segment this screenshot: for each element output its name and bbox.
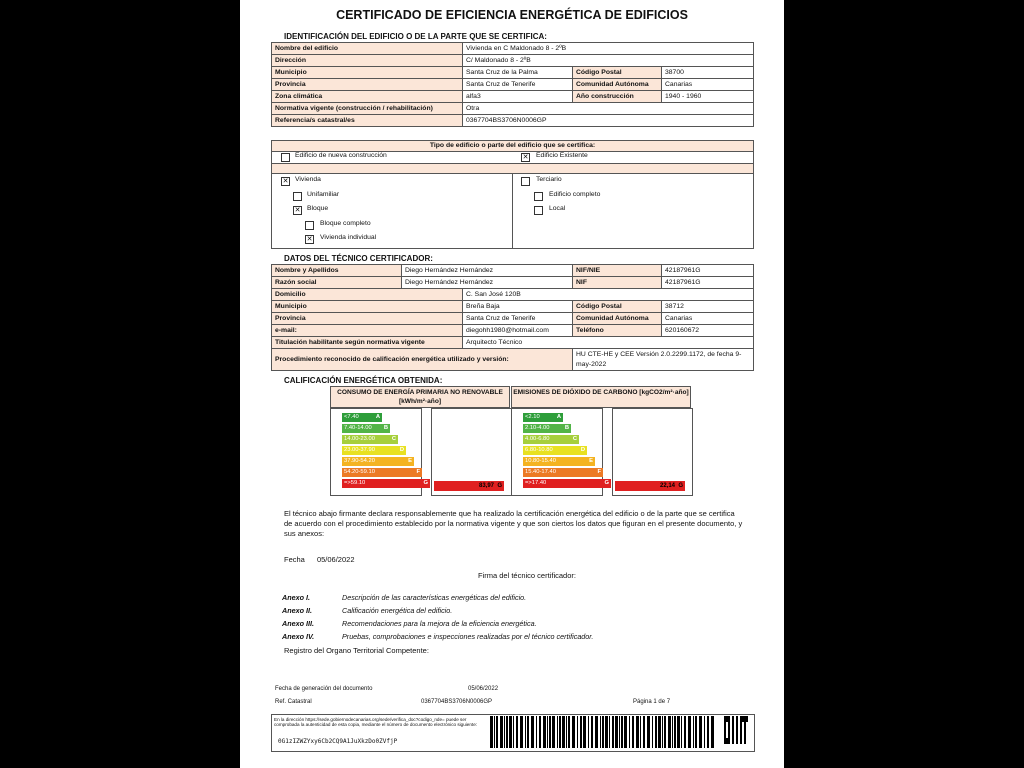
- barcode: [490, 716, 716, 748]
- value: 38700: [662, 67, 754, 79]
- scale-range-label: =>59.10: [344, 480, 366, 486]
- fecha-generacion-value: 05/06/2022: [468, 686, 499, 692]
- label: Código Postal: [573, 301, 662, 313]
- scale-row-e: [342, 457, 414, 466]
- scale-row-d: [342, 446, 406, 455]
- label: Código Postal: [573, 67, 662, 79]
- value: alfa3: [463, 91, 573, 103]
- scale-row-f: [523, 468, 603, 477]
- document-title: CERTIFICADO DE EFICIENCIA ENERGÉTICA DE EDIFICIOS: [336, 8, 688, 22]
- scale-letter: B: [564, 425, 569, 431]
- scale-range-label: 7.40-14.00: [344, 425, 372, 431]
- scale-row-a: [523, 413, 563, 422]
- terciario-checkbox[interactable]: [521, 177, 530, 186]
- unifamiliar-checkbox[interactable]: [293, 192, 302, 201]
- scale-row-b: [523, 424, 571, 433]
- fecha-label: Fecha: [284, 555, 305, 564]
- anexo-key: Anexo II.: [282, 606, 312, 615]
- value: Vivienda en C Maldonado 8 - 2ºB: [463, 43, 754, 55]
- label: Municipio: [272, 67, 463, 79]
- consumo-value-arrow: [434, 481, 504, 491]
- anexo-key: Anexo III.: [282, 619, 314, 628]
- scale-row-g: [523, 479, 611, 488]
- value: C. San José 120B: [463, 289, 754, 301]
- scale-letter: D: [399, 447, 404, 453]
- scale-range-label: =>17.40: [525, 480, 547, 486]
- identificacion-table: [271, 42, 754, 127]
- scale-row-a: [342, 413, 382, 422]
- value: Santa Cruz de Tenerife: [463, 313, 573, 325]
- label: Zona climática: [272, 91, 463, 103]
- scale-row-g: [342, 479, 430, 488]
- vivienda-individual-label: Vivienda individual: [320, 234, 377, 241]
- scale-range-label: <7.40: [344, 414, 359, 420]
- scale-letter: C: [391, 436, 396, 442]
- emisiones-title: EMISIONES DE DIÓXIDO DE CARBONO [kgCO2/m²·año]: [511, 386, 691, 408]
- value: 620160672: [662, 325, 754, 337]
- verification-code: 0G1zIZWZYxy6Cb2CQ9A1JuXkzDo0ZVfjP: [278, 738, 398, 745]
- local-label: Local: [549, 205, 566, 212]
- value: Diego Hernández Hernández: [402, 265, 573, 277]
- anexo-key: Anexo IV.: [282, 632, 315, 641]
- value: 38712: [662, 301, 754, 313]
- anexo-desc: Pruebas, comprobaciones e inspecciones realizadas por el técnico certificador.: [342, 632, 594, 641]
- value: Arquitecto Técnico: [463, 337, 754, 349]
- scale-letter: E: [408, 458, 412, 464]
- label: Titulación habilitante según normativa vigente: [272, 337, 463, 349]
- consumo-letter: G: [497, 483, 502, 489]
- value: Canarias: [662, 313, 754, 325]
- scale-letter: G: [423, 480, 428, 486]
- label: Razón social: [272, 277, 402, 289]
- qr-code[interactable]: [724, 716, 748, 744]
- anexo-desc: Recomendaciones para la mejora de la eficiencia energética.: [342, 619, 537, 628]
- label: NIF: [573, 277, 662, 289]
- edificio-completo-checkbox[interactable]: [534, 192, 543, 201]
- ref-catastral-label: Ref. Catastral: [275, 699, 312, 705]
- vivienda-label: Vivienda: [295, 176, 321, 183]
- scale-row-d: [523, 446, 587, 455]
- value: Santa Cruz de la Palma: [463, 67, 573, 79]
- value: 1940 - 1960: [662, 91, 754, 103]
- label: Nombre y Apellidos: [272, 265, 402, 277]
- scale-range-label: 23.00-37.90: [344, 447, 375, 453]
- scale-range-label: 2.10-4.00: [525, 425, 550, 431]
- registro-label: Registro del Organo Territorial Competente:: [284, 646, 429, 655]
- bloque-label: Bloque: [307, 205, 329, 212]
- scale-letter: A: [375, 414, 380, 420]
- section-tecnico-heading: DATOS DEL TÉCNICO CERTIFICADOR:: [284, 254, 433, 263]
- certificate-page: [240, 0, 784, 768]
- scale-range-label: <2.10: [525, 414, 540, 420]
- scale-row-c: [342, 435, 398, 444]
- scale-range-label: 6.80-10.80: [525, 447, 553, 453]
- consumo-title: CONSUMO DE ENERGÍA PRIMARIA NO RENOVABLE [kWh/m²·año]: [330, 386, 510, 408]
- value: Breña Baja: [463, 301, 573, 313]
- scale-row-f: [342, 468, 422, 477]
- scale-letter: D: [580, 447, 585, 453]
- pagina-indicator: Página 1 de 7: [633, 699, 671, 705]
- fecha-value: 05/06/2022: [316, 555, 355, 564]
- fecha-generacion-label: Fecha de generación del documento: [275, 686, 373, 692]
- bloque-checkbox[interactable]: ✕: [294, 207, 301, 214]
- anexo-item: [282, 593, 526, 602]
- anexo-desc: Descripción de las características energéticas del edificio.: [342, 593, 527, 602]
- label: Provincia: [272, 313, 463, 325]
- anexo-item: [282, 632, 593, 641]
- vivienda-checkbox[interactable]: ✕: [282, 178, 289, 185]
- value: Canarias: [662, 79, 754, 91]
- nueva-construccion-checkbox[interactable]: [281, 153, 290, 162]
- scale-letter: G: [604, 480, 609, 486]
- value: 42187961G: [662, 277, 754, 289]
- value: Otra: [463, 103, 754, 115]
- section-calificacion-heading: CALIFICACIÓN ENERGÉTICA OBTENIDA:: [284, 376, 443, 385]
- unifamiliar-label: Unifamiliar: [307, 191, 340, 198]
- value: 0367704BS3706N0006GP: [463, 115, 754, 127]
- label: Año construcción: [573, 91, 662, 103]
- vivienda-individual-checkbox[interactable]: ✕: [306, 236, 313, 243]
- fecha-row: [284, 555, 355, 565]
- value: Santa Cruz de Tenerife: [463, 79, 573, 91]
- emisiones-letter: G: [678, 483, 683, 489]
- firma-label: Firma del técnico certificador:: [478, 571, 576, 580]
- local-checkbox[interactable]: [534, 206, 543, 215]
- label: Dirección: [272, 55, 463, 67]
- nueva-construccion-label: Edificio de nueva construcción: [295, 152, 387, 159]
- scale-letter: F: [597, 469, 601, 475]
- tipo-heading: Tipo de edificio o parte del edificio que se certifica:: [271, 140, 754, 152]
- scale-range-label: 15.40-17.40: [525, 469, 556, 475]
- label: Comunidad Autónoma: [573, 79, 662, 91]
- edificio-existente-label: Edificio Existente: [536, 152, 588, 159]
- anexo-item: [282, 606, 452, 615]
- value: Diego Hernández Hernández: [402, 277, 573, 289]
- label: Teléfono: [573, 325, 662, 337]
- scale-letter: A: [556, 414, 561, 420]
- label: Municipio: [272, 301, 463, 313]
- value: HU CTE-HE y CEE Versión 2.0.2299.1172, de fecha 9-may-2022: [573, 349, 754, 371]
- bloque-completo-label: Bloque completo: [320, 220, 371, 227]
- terciario-label: Terciario: [536, 176, 562, 183]
- scale-row-c: [523, 435, 579, 444]
- tecnico-table: [271, 264, 754, 371]
- scale-letter: E: [589, 458, 593, 464]
- scale-range-label: 54.20-59.10: [344, 469, 375, 475]
- value: diegohh1980@hotmail.com: [463, 325, 573, 337]
- scale-letter: B: [383, 425, 388, 431]
- scale-row-b: [342, 424, 390, 433]
- edificio-existente-checkbox[interactable]: ✕: [522, 154, 529, 161]
- label: Nombre del edificio: [272, 43, 463, 55]
- label: e-mail:: [272, 325, 463, 337]
- emisiones-value: 22,14: [659, 483, 675, 489]
- value: C/ Maldonado 8 - 2ºB: [463, 55, 754, 67]
- scale-letter: F: [416, 469, 420, 475]
- scale-letter: C: [572, 436, 577, 442]
- declaracion-text: El técnico abajo firmante declara responsablemente que ha realizado la certificación energética del edificio o de la parte que se certifica de acuerdo con el procedimiento establecido por la normativa vigente y que son ciertos los datos que figuran en el presente documento, y sus anexos:: [284, 509, 743, 538]
- ref-catastral-value: 0367704BS3706N0006GP: [421, 699, 493, 705]
- edificio-completo-label: Edificio completo: [549, 191, 601, 198]
- anexo-key: Anexo I.: [282, 593, 310, 602]
- label: Procedimiento reconocido de calificación energética utilizado y versión:: [272, 349, 573, 371]
- value: 42187961G: [662, 265, 754, 277]
- section-identificacion-heading: IDENTIFICACIÓN DEL EDIFICIO O DE LA PARTE QUE SE CERTIFICA:: [284, 32, 547, 41]
- anexo-desc: Calificación energética del edificio.: [342, 606, 453, 615]
- scale-range-label: 37.90-54.20: [344, 458, 375, 464]
- scale-range-label: 14.00-23.00: [344, 436, 375, 442]
- consumo-value: 83,97: [478, 483, 494, 489]
- emisiones-value-arrow: [615, 481, 685, 491]
- scale-row-e: [523, 457, 595, 466]
- bloque-completo-checkbox[interactable]: [305, 221, 314, 230]
- label: NIF/NIE: [573, 265, 662, 277]
- scale-range-label: 10.80-15.40: [525, 458, 556, 464]
- label: Referencia/s catastral/es: [272, 115, 463, 127]
- label: Normativa vigente (construcción / rehabilitación): [272, 103, 463, 115]
- scale-range-label: 4.00-6.80: [525, 436, 550, 442]
- label: Provincia: [272, 79, 463, 91]
- anexo-item: [282, 619, 537, 628]
- label: Comunidad Autónoma: [573, 313, 662, 325]
- verification-text: En la dirección https://sede.gobiernodecanarias.org/sede/verifica_doc?codigo_nde= puede ser comprobada la autenticidad de esta copia, mediante el número de documento electrónico siguiente:: [274, 717, 478, 728]
- label: Domicilio: [272, 289, 463, 301]
